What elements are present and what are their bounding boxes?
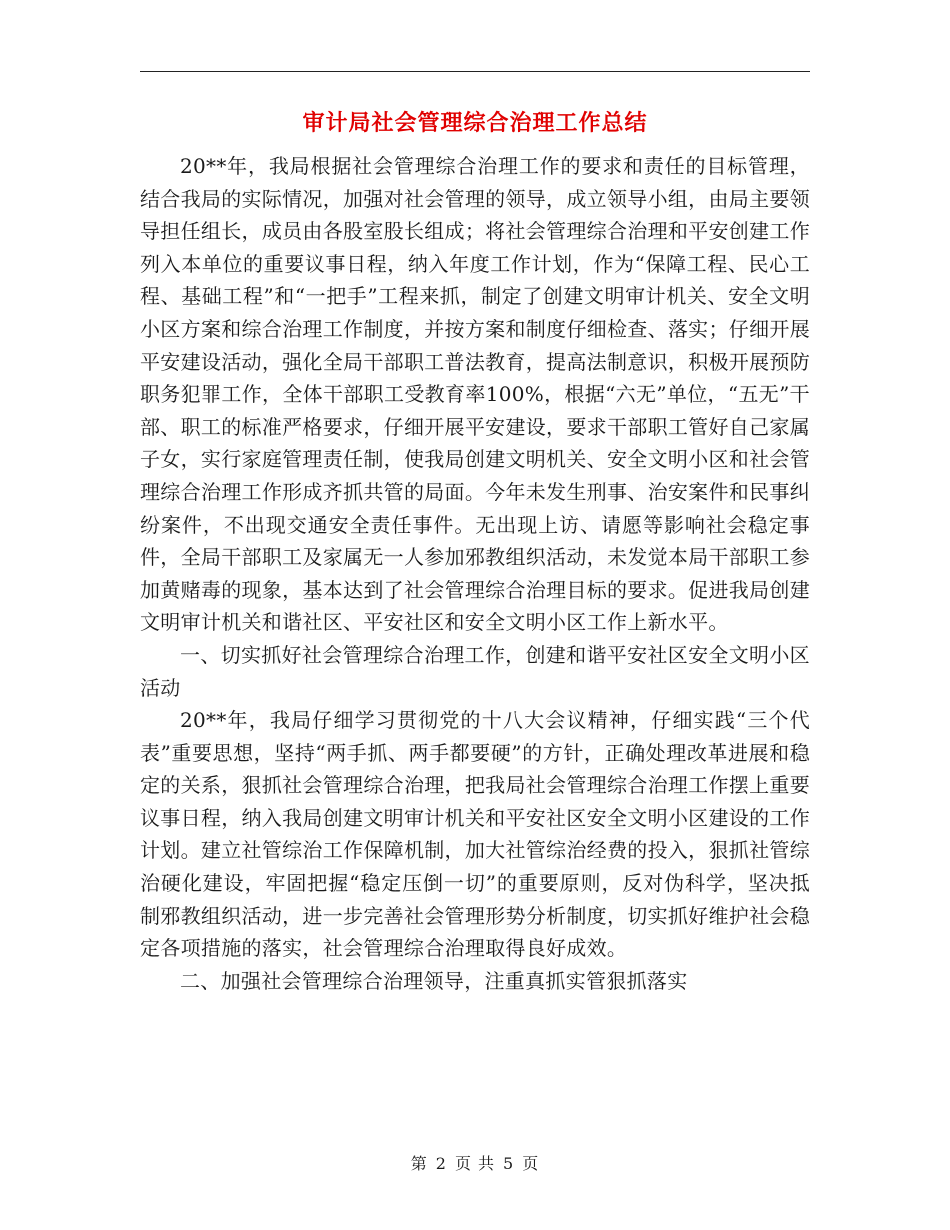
page-current: 2 <box>435 1154 447 1173</box>
paragraph-intro: 20**年，我局根据社会管理综合治理工作的要求和责任的目标管理，结合我局的实际情况，加强对社会管理的领导，成立领导小组，由局主要领导担任组长，成员由各股室股长组成；将社会管理综合治理和平安创建工作列入本单位的重要议事日程，纳入年度工作计划，作为“保障工程、民心工程、基础工程”和“一把手”工程来抓，制定了创建文明审计机关、安全文明小区方案和综合治理工作制度，并按方案和制度仔细检查、落实；仔细开展平安建设活动，强化全局干部职工普法教育，提高法制意识，积极开展预防职务犯罪工作，全体干部职工受教育率100%，根据“六无”单位，“五无”干部、职工的标准严格要求，仔细开展平安建设，要求干部职工管好自己家属子女，实行家庭管理责任制，使我局创建文明机关、安全文明小区和社会管理综合治理工作形成齐抓共管的局面。今年未发生刑事、治安案件和民事纠纷案件，不出现交通安全责任事件。无出现上访、请愿等影响社会稳定事件，全局干部职工及家属无一人参加邪教组织活动，未发觉本局干部职工参加黄赌毒的现象，基本达到了社会管理综合治理目标的要求。促进我局创建文明审计机关和谐社区、平安社区和安全文明小区工作上新水平。 <box>140 154 810 635</box>
page-label-mid: 页 共 <box>454 1154 496 1173</box>
page-label-prefix: 第 <box>410 1154 428 1173</box>
document-title: 审计局社会管理综合治理工作总结 <box>302 111 648 136</box>
section-heading-2: 二、加强社会管理综合治理领导，注重真抓实管狠抓落实 <box>180 968 688 993</box>
page-footer <box>0 1153 950 1175</box>
section-heading-1: 一、切实抓好社会管理综合治理工作，创建和谐平安社区安全文明小区活动 <box>140 642 810 700</box>
page-label-suffix: 页 <box>522 1154 540 1173</box>
header-rule <box>140 71 810 72</box>
document-body <box>140 150 810 997</box>
paragraph-section-1: 20**年，我局仔细学习贯彻党的十八大会议精神，仔细实践“三个代表”重要思想，坚持“两手抓、两手都要硬”的方针，正确处理改革进展和稳定的关系，狠抓社会管理综合治理，把我局社会管理综合治理工作摆上重要议事日程，纳入我局创建文明审计机关和平安社区安全文明小区建设的工作计划。建立社管综治工作保障机制，加大社管综治经费的投入，狠抓社管综治硬化建设，牢固把握“稳定压倒一切”的重要原则，反对伪科学，坚决抵制邪教组织活动，进一步完善社会管理形势分析制度，切实抓好维护社会稳定各项措施的落实，社会管理综合治理取得良好成效。 <box>140 708 810 961</box>
page-total: 5 <box>503 1154 515 1173</box>
